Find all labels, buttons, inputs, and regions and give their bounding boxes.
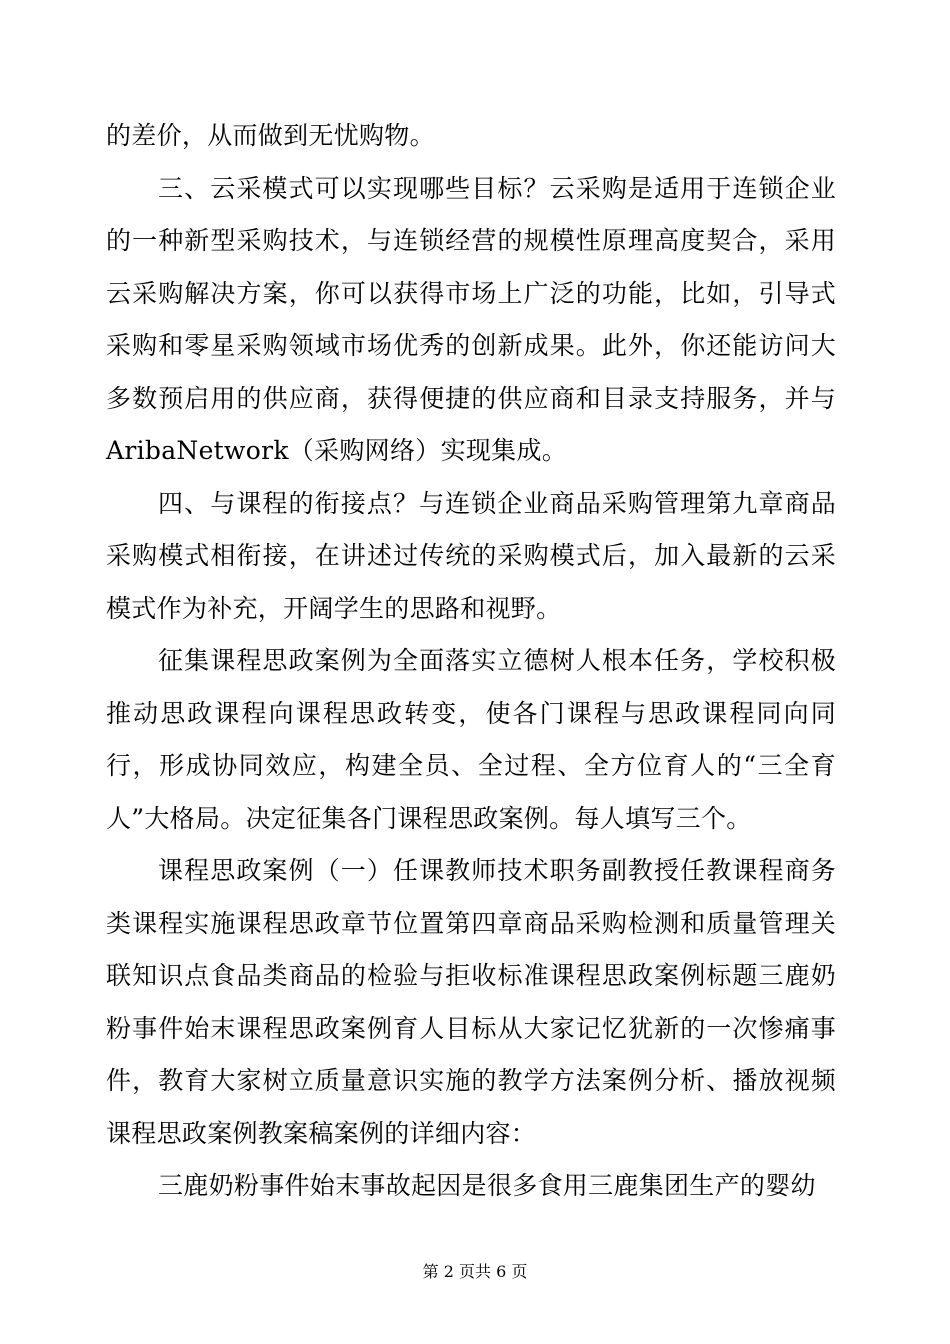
paragraph-case-collection: 征集课程思政案例为全面落实立德树人根本任务，学校积极推动思政课程向课程思政转变，使各门课程与思政课程同向同行，形成协同效应，构建全员、全过程、全方位育人的“三全育人”大格局。决定征集各门课程思政案例。每人填写三个。 — [106, 646, 836, 833]
document-body — [106, 110, 836, 1213]
page-number-footer: 第 2 页共 6 页 — [422, 1262, 528, 1281]
paragraph-course-connection: 四、与课程的衔接点？与连锁企业商品采购管理第九章商品采购模式相衔接，在讲述过传统的采购模式后，加入最新的云采模式作为补充，开阔学生的思路和视野。 — [106, 488, 836, 623]
paragraph-cloud-procurement-goals: 三、云采模式可以实现哪些目标？云采购是适用于连锁企业的一种新型采购技术，与连锁经营的规模性原理高度契合，采用云采购解决方案，你可以获得市场上广泛的功能，比如，引导式采购和零星采购领域市场优秀的创新成果。此外，你还能访问大多数预启用的供应商，获得便捷的供应商和目录支持服务，并与AribaNetwork（采购网络）实现集成。 — [106, 173, 836, 465]
paragraph-continuation: 的差价，从而做到无忧购物。 — [106, 121, 435, 150]
paragraph-sanlu-incident: 三鹿奶粉事件始末事故起因是很多食用三鹿集团生产的婴幼 — [158, 1171, 816, 1200]
paragraph-case-one: 课程思政案例（一）任课教师技术职务副教授任教课程商务类课程实施课程思政章节位置第四章商品采购检测和质量管理关联知识点食品类商品的检验与拒收标准课程思政案例标题三鹿奶粉事件始末课程思政案例育人目标从大家记忆犹新的一次惨痛事件，教育大家树立质量意识实施的教学方法案例分析、播放视频课程思政案例教案稿案例的详细内容： — [106, 856, 836, 1148]
